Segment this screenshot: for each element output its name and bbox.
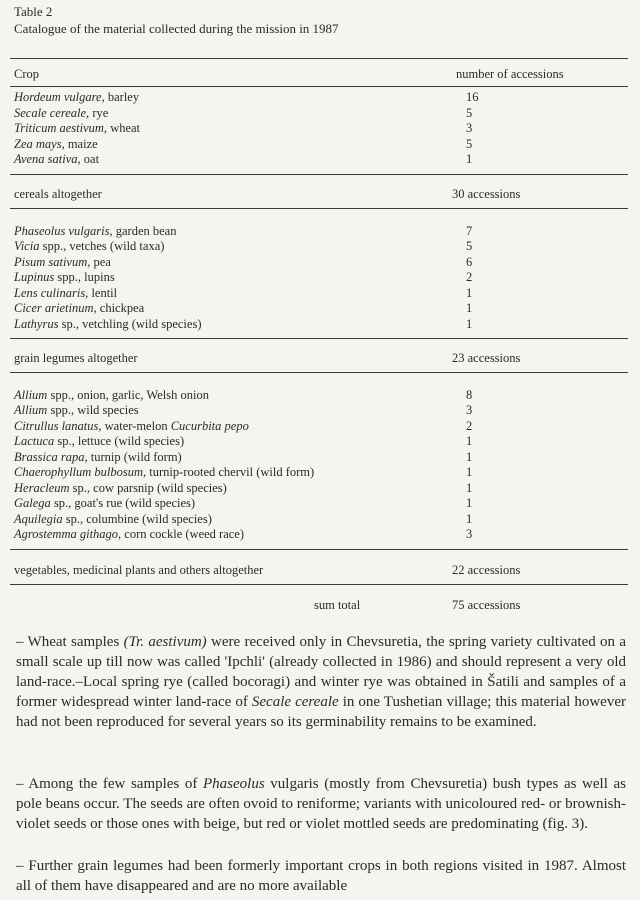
paragraph-legumes <box>16 856 626 896</box>
accession-count: 1 <box>466 481 473 495</box>
species-name: Allium <box>14 388 48 402</box>
header-count: number of accessions <box>456 67 564 81</box>
species-name: Lens culinaris, <box>14 286 89 300</box>
accession-count: 8 <box>466 388 473 402</box>
species-name: Secale cereale <box>251 694 339 710</box>
common-name: lentil <box>88 286 118 300</box>
top-rule <box>10 58 628 59</box>
accession-count: 1 <box>466 317 473 331</box>
accession-count: 1 <box>466 152 473 166</box>
common-name: wheat <box>107 121 141 135</box>
table-row <box>14 151 628 167</box>
common-name: garden bean <box>112 224 177 238</box>
table-title: Catalogue of the material collected during the mission in 1987 <box>14 21 339 36</box>
table-row <box>14 105 628 121</box>
table-row <box>14 480 628 496</box>
table-row <box>14 511 628 527</box>
section-rule <box>10 584 628 585</box>
accession-count: 1 <box>466 450 473 464</box>
accession-count: 2 <box>466 270 473 284</box>
species-name: Lupinus <box>14 270 55 284</box>
common-name: barley <box>104 90 140 104</box>
table-row <box>14 418 628 434</box>
table-row <box>14 433 628 449</box>
common-name: sp., cow parsnip (wild species) <box>69 481 227 495</box>
subtotal-label: vegetables, medicinal plants and others altogether <box>14 563 264 577</box>
common-name: spp., lupins <box>54 270 115 284</box>
table-row <box>14 120 628 136</box>
species-name: Vicia <box>14 239 40 253</box>
text-run: in one Tushetian village; this material however had not been reproduced for several years so its germinability remains to be examined. <box>16 694 626 730</box>
species-name: Cicer arietinum, <box>14 301 97 315</box>
accession-count: 5 <box>466 106 473 120</box>
accession-count: 1 <box>466 465 473 479</box>
species-name: Lactuca <box>14 434 55 448</box>
sum-total-row <box>14 597 628 613</box>
table-row <box>14 89 628 105</box>
header-rule <box>10 86 628 87</box>
sum-total-count: 75 accessions <box>452 598 521 612</box>
table-row <box>14 387 628 403</box>
table-row <box>14 495 628 511</box>
accession-count: 16 <box>466 90 479 104</box>
accession-count: 1 <box>466 496 473 510</box>
subtotal-label: cereals altogether <box>14 187 102 201</box>
table-row <box>14 254 628 270</box>
table-row <box>14 285 628 301</box>
species-name: Triticum aestivum, <box>14 121 108 135</box>
species-name: Chaerophyllum bulbosum, <box>14 465 147 479</box>
table-row <box>14 238 628 254</box>
species-name: Aquilegia <box>14 512 63 526</box>
species-name: Phaseolus vulgaris, <box>14 224 113 238</box>
table-row <box>14 269 628 285</box>
table-row <box>14 449 628 465</box>
text-run: – Further grain legumes had been formerly important crops in both regions visited in 1987. Almost all of them have disappeared and are no more available <box>16 858 626 894</box>
species-name: Lathyrus <box>14 317 59 331</box>
subtotal-label: grain legumes altogether <box>14 351 138 365</box>
accession-count: 1 <box>466 286 473 300</box>
common-name: turnip (wild form) <box>87 450 182 464</box>
subtotal-count: 22 accessions <box>452 563 521 577</box>
common-name: spp., wild species <box>47 403 139 417</box>
sum-total-label: sum total <box>314 598 361 612</box>
section-rule <box>10 372 628 373</box>
common-name: oat <box>80 152 100 166</box>
accession-count: 3 <box>466 403 473 417</box>
species-name: Secale cereale, <box>14 106 90 120</box>
species-name: Hordeum vulgare, <box>14 90 105 104</box>
common-name: water-melon <box>101 419 171 433</box>
text-run: vulgaris (mostly from Chevsuretia) bush types as well as pole beans occur. The seeds are often ovoid to reniforme; variants with unicoloured red- or brownish-violet seeds or those ones with beige, but red or violet mottled seeds are predominating (fig. 3). <box>16 776 626 832</box>
common-name: rye <box>89 106 109 120</box>
common-name: chickpea <box>96 301 145 315</box>
table-row <box>14 223 628 239</box>
table-row <box>14 300 628 316</box>
accession-count: 7 <box>466 224 473 238</box>
section-rule <box>10 338 628 339</box>
accession-count: 3 <box>466 527 473 541</box>
common-name: sp., vetchling (wild species) <box>58 317 202 331</box>
species-name: Agrostemma githago, <box>14 527 122 541</box>
common-name: spp., vetches (wild taxa) <box>39 239 165 253</box>
species-name-2: Cucurbita pepo <box>170 419 249 433</box>
accession-count: 3 <box>466 121 473 135</box>
table-row <box>14 464 628 480</box>
common-name: maize <box>64 137 98 151</box>
table-row <box>14 526 628 542</box>
species-name: Phaseolus <box>203 776 265 792</box>
species-name: Brassica rapa, <box>14 450 88 464</box>
species-name: Allium <box>14 403 48 417</box>
accession-count: 6 <box>466 255 473 269</box>
table-row <box>14 136 628 152</box>
species-name: Avena sativa, <box>14 152 81 166</box>
accession-count: 5 <box>466 239 473 253</box>
accession-count: 1 <box>466 301 473 315</box>
table-header <box>14 66 628 82</box>
accession-count: 1 <box>466 512 473 526</box>
paragraph-wheat <box>16 632 626 732</box>
common-name: sp., columbine (wild species) <box>62 512 212 526</box>
species-name: Heracleum <box>14 481 70 495</box>
subtotal-row <box>14 562 628 578</box>
text-run: – Among the few samples of <box>16 776 203 792</box>
subtotal-row <box>14 350 628 366</box>
section-rule <box>10 174 628 175</box>
table-row <box>14 316 628 332</box>
common-name: sp., goat's rue (wild species) <box>50 496 196 510</box>
subtotal-row <box>14 186 628 202</box>
common-name: spp., onion, garlic, Welsh onion <box>47 388 209 402</box>
common-name: sp., lettuce (wild species) <box>54 434 185 448</box>
accession-count: 2 <box>466 419 473 433</box>
common-name: pea <box>90 255 111 269</box>
subtotal-count: 23 accessions <box>452 351 521 365</box>
species-name: Pisum sativum, <box>14 255 91 269</box>
accession-count: 1 <box>466 434 473 448</box>
header-crop: Crop <box>14 67 39 81</box>
common-name: turnip-rooted chervil (wild form) <box>146 465 315 479</box>
accession-count: 5 <box>466 137 473 151</box>
common-name: corn cockle (weed race) <box>121 527 245 541</box>
table-caption <box>14 3 339 37</box>
species-name: Zea mays, <box>14 137 65 151</box>
species-name: (Tr. aestivum) <box>123 634 207 650</box>
table-number: Table 2 <box>14 4 53 19</box>
paragraph-phaseolus <box>16 774 626 834</box>
table-row <box>14 402 628 418</box>
section-rule <box>10 549 628 550</box>
text-run: – Wheat samples <box>16 634 124 650</box>
species-name: Galega <box>14 496 51 510</box>
subtotal-count: 30 accessions <box>452 187 521 201</box>
text-run: were received only in Chevsuretia, the spring variety cultivated on a small scale up till now was called 'Ipchli' (already collected in 1986) and should represent a very old land-race.–Local spring rye (called bocoragi) and winter rye was obtained in Šatili and samples of a former widespread winter land-race of <box>16 634 626 710</box>
section-rule <box>10 208 628 209</box>
species-name: Citrullus lanatus, <box>14 419 102 433</box>
